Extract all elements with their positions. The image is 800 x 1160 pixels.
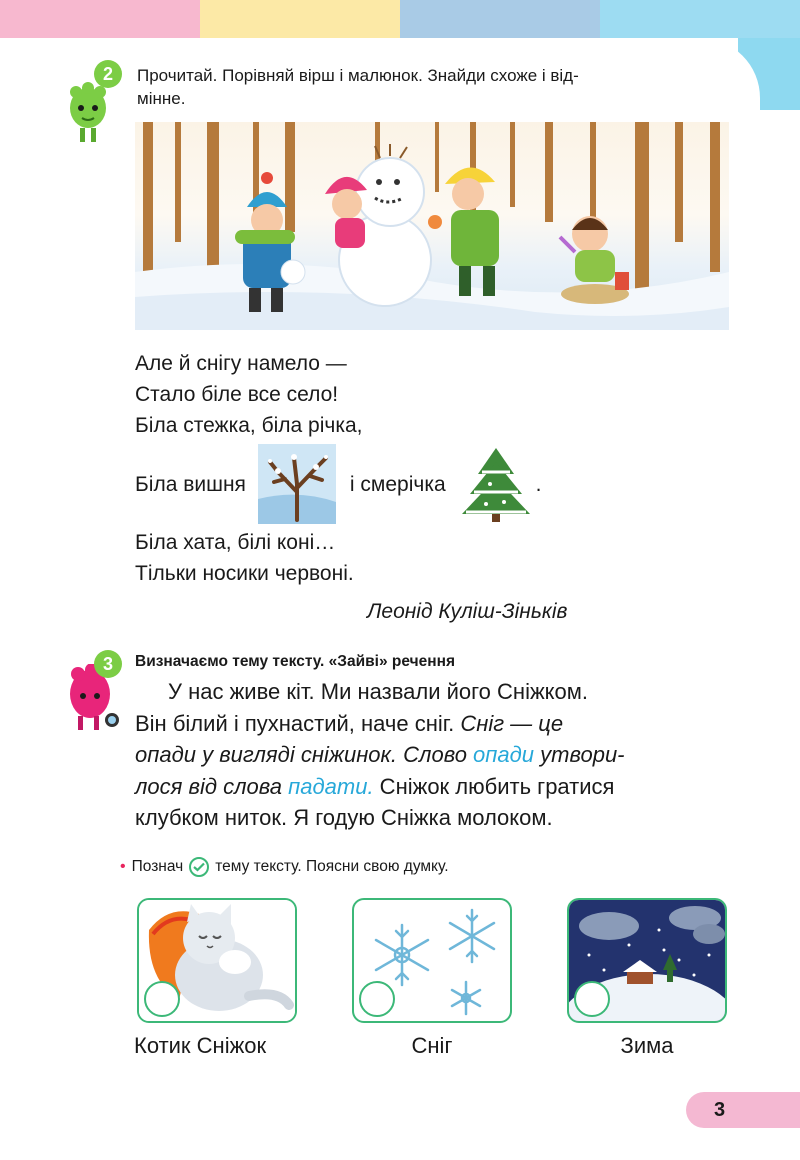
task-number-2: 2	[94, 60, 122, 88]
instruction-part2: тему тексту. Поясни свою думку.	[215, 858, 449, 875]
option-label-winter: Зима	[620, 1033, 674, 1058]
poem-line-6: Тільки носики червоні.	[135, 562, 354, 585]
poem-line-3: Біла стежка, біла річка,	[135, 414, 363, 437]
task3-paragraph	[135, 676, 730, 834]
strip-cyan	[600, 0, 800, 38]
poem-line-4-part2: і смерічка	[349, 472, 446, 496]
para-line-3c: утвори-	[534, 742, 625, 767]
strip-yellow	[200, 0, 400, 38]
answer-circle-snow[interactable]	[359, 981, 395, 1017]
green-mascot-icon	[66, 78, 110, 151]
poem-line-2: Стало біле все село!	[135, 383, 339, 406]
para-line-2b: Сніг — це	[460, 710, 564, 736]
task-number-3: 3	[94, 650, 122, 678]
strip-blue	[400, 0, 600, 38]
strip-pink	[0, 0, 200, 38]
para-line-2a: Він білий і пухнастий, наче сніг.	[135, 710, 461, 736]
poem	[135, 348, 542, 589]
para-line-5: клубком ниток. Я годую Сніжка молоком.	[135, 805, 553, 830]
option-card-cat[interactable]	[137, 898, 297, 1023]
word-padaty: падати.	[288, 773, 374, 799]
fir-tree-icon	[456, 444, 536, 524]
task2-instruction	[137, 64, 737, 110]
task3-title: Визначаємо тему тексту. «Зайві» речення	[135, 653, 455, 670]
header-color-strips	[0, 0, 800, 38]
task2-instruction-line2: мінне.	[137, 89, 186, 108]
check-circle-icon	[189, 857, 209, 877]
task2-instruction-line1: Прочитай. Порівняй вірш і малюнок. Знайди схоже і від-	[137, 66, 579, 85]
option-label-snow: Сніг	[411, 1033, 453, 1058]
para-line-4a: лося від слова	[135, 773, 289, 799]
instruction-part1: Познач	[131, 858, 184, 875]
winter-forest-illustration	[135, 122, 729, 330]
poem-line-5: Біла хата, білі коні…	[135, 531, 336, 554]
option-card-snow[interactable]	[352, 898, 512, 1023]
poem-line-4-end: .	[535, 472, 542, 496]
answer-circle-cat[interactable]	[144, 981, 180, 1017]
task3-instruction	[120, 857, 449, 877]
bullet-icon: •	[120, 858, 126, 875]
page-number: 3	[714, 1099, 726, 1121]
page-number-tab	[686, 1092, 800, 1128]
poem-line-4-part1: Біла вишня	[135, 472, 246, 496]
cherry-tree-icon	[258, 444, 336, 524]
para-line-4c: Сніжок любить гратися	[373, 773, 615, 799]
answer-circle-winter[interactable]	[574, 981, 610, 1017]
word-opady: опади	[473, 742, 535, 767]
option-card-winter[interactable]	[567, 898, 727, 1023]
poem-line-1: Але й снігу намело —	[135, 352, 347, 375]
option-label-cat: Котик Сніжок	[134, 1033, 267, 1058]
para-line-3a: опади у вигляді сніжинок. Слово	[135, 742, 474, 767]
poem-author: Леонід Куліш-Зіньків	[367, 600, 568, 623]
poem-line-4	[135, 441, 542, 527]
para-line-1: У нас живе кіт. Ми назвали його Сніжком.	[168, 679, 589, 704]
